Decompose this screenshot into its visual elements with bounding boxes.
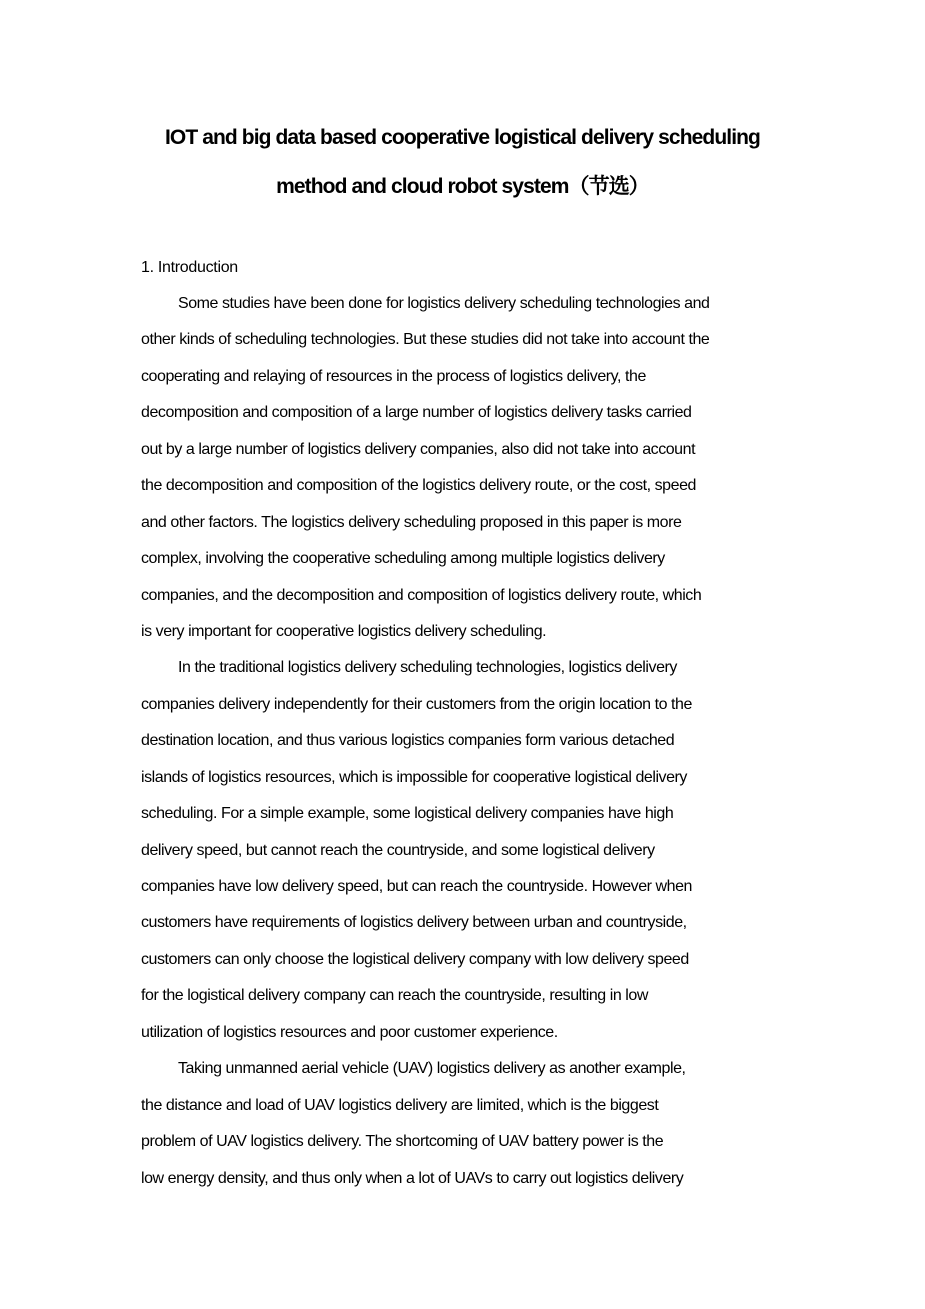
- text-line: decomposition and composition of a large number of logistics delivery tasks carried: [141, 404, 692, 422]
- text-line: complex, involving the cooperative scheduling among multiple logistics delivery: [141, 550, 665, 568]
- text-line: and other factors. The logistics delivery scheduling proposed in this paper is more: [141, 513, 682, 531]
- text-line: companies, and the decomposition and composition of logistics delivery route, which: [141, 586, 702, 604]
- text-line: destination location, and thus various logistics companies form various detached: [141, 732, 675, 750]
- document-title-line-1: IOT and big data based cooperative logistical delivery scheduling: [164, 126, 760, 149]
- text-line: cooperating and relaying of resources in the process of logistics delivery, the: [141, 367, 646, 385]
- section-heading: 1. Introduction: [141, 259, 238, 276]
- body-text: [141, 292, 801, 1203]
- text-line: In the traditional logistics delivery scheduling technologies, logistics delivery: [178, 659, 677, 677]
- text-line: customers can only choose the logistical delivery company with low delivery speed: [141, 950, 689, 968]
- text-line: companies have low delivery speed, but can reach the countryside. However when: [141, 878, 693, 895]
- text-line: delivery speed, but cannot reach the countryside, and some logistical delivery: [141, 841, 655, 859]
- text-line: for the logistical delivery company can reach the countryside, resulting in low: [141, 987, 648, 1005]
- text-line: utilization of logistics resources and poor customer experience.: [141, 1023, 558, 1041]
- text-line: the decomposition and composition of the logistics delivery route, or the cost, speed: [141, 477, 696, 495]
- text-line: is very important for cooperative logistics delivery scheduling.: [141, 622, 547, 640]
- text-line: the distance and load of UAV logistics delivery are limited, which is the biggest: [141, 1096, 659, 1114]
- document-title-line-2: method and cloud robot system（节选）: [276, 175, 649, 198]
- text-line: problem of UAV logistics delivery. The shortcoming of UAV battery power is the: [141, 1133, 664, 1151]
- text-line: out by a large number of logistics delivery companies, also did not take into account: [141, 440, 696, 458]
- text-line: customers have requirements of logistics delivery between urban and countryside,: [141, 914, 687, 932]
- text-line: Some studies have been done for logistics delivery scheduling technologies and: [178, 295, 710, 312]
- text-line: scheduling. For a simple example, some logistical delivery companies have high: [141, 805, 674, 823]
- text-line: other kinds of scheduling technologies. But these studies did not take into account the: [141, 331, 710, 349]
- text-line: Taking unmanned aerial vehicle (UAV) logistics delivery as another example,: [178, 1060, 686, 1078]
- text-line: companies delivery independently for their customers from the origin location to the: [141, 695, 692, 713]
- text-line: low energy density, and thus only when a lot of UAVs to carry out logistics delivery: [141, 1169, 684, 1187]
- text-line: islands of logistics resources, which is impossible for cooperative logistical delivery: [141, 768, 687, 786]
